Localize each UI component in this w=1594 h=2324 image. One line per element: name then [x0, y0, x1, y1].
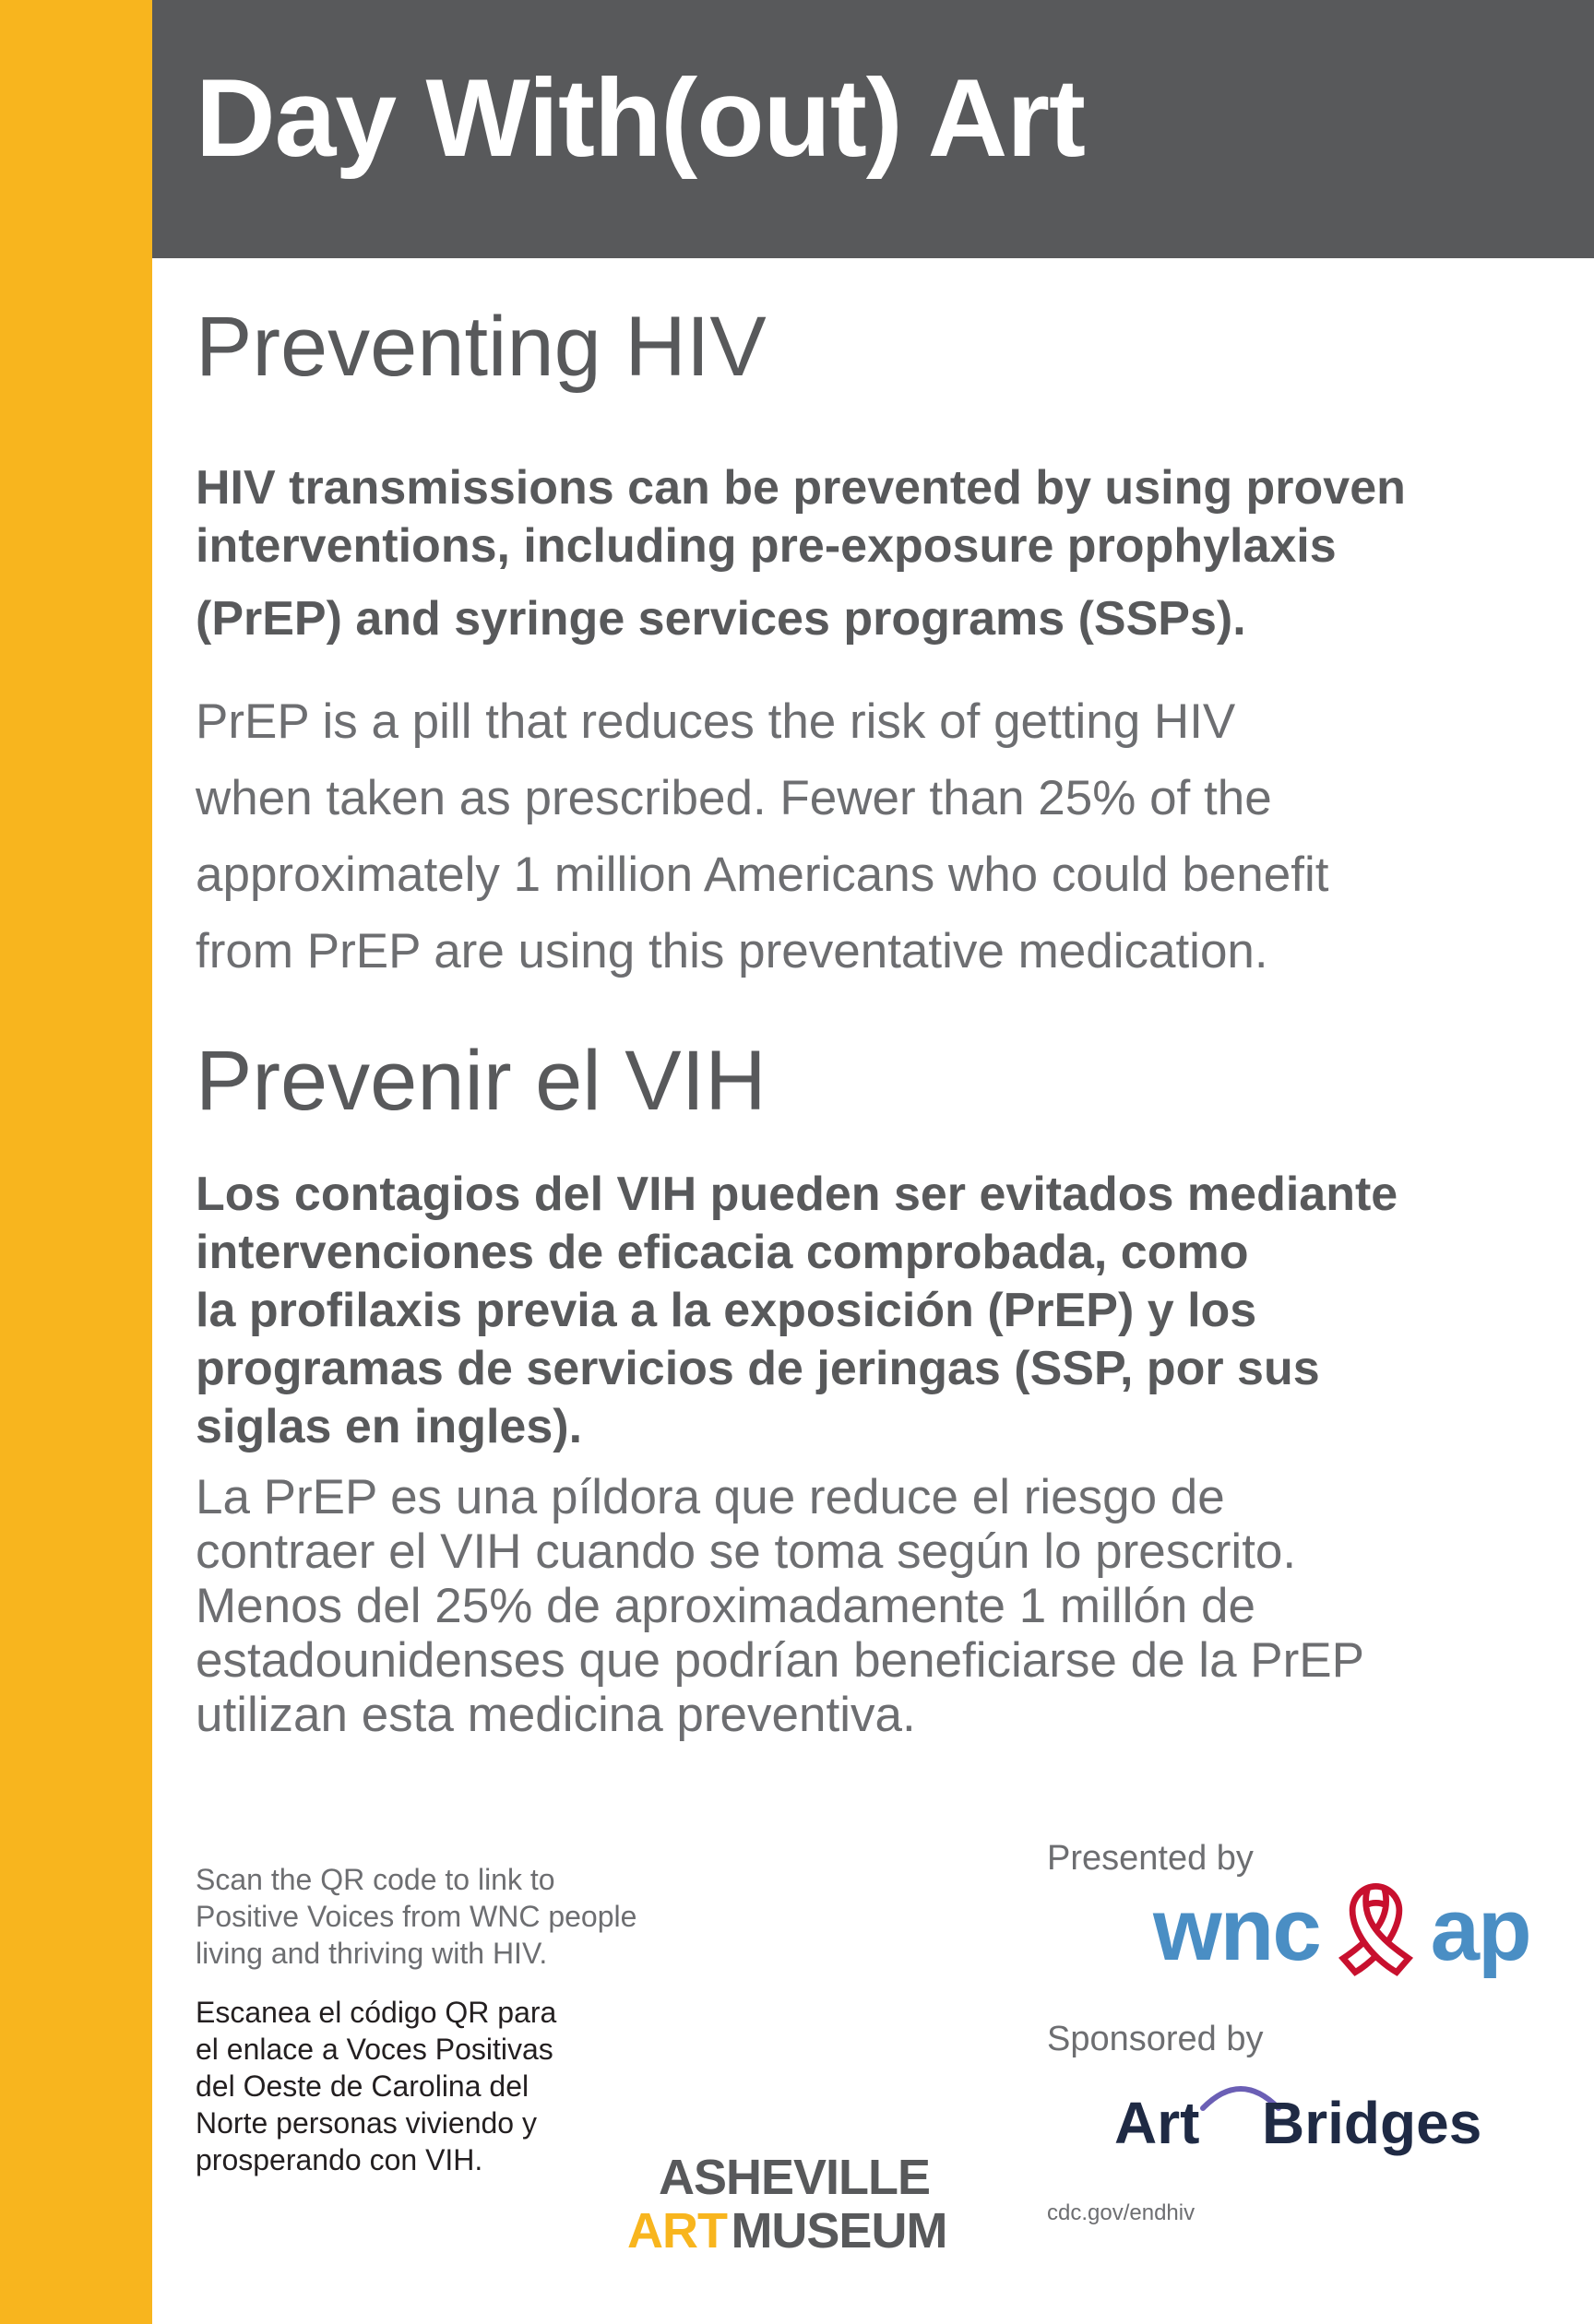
english-lead-line: (PrEP) and syringe services programs (SSPs).: [196, 592, 1246, 646]
spanish-heading: Prevenir el VIH: [196, 1034, 767, 1128]
wncap-logo-text: p: [1477, 1880, 1530, 1979]
spanish-body-line: contraer el VIH cuando se toma según lo prescrito.: [196, 1524, 1297, 1579]
qr-note-line: Positive Voices from WNC people: [196, 1900, 637, 1933]
spanish-lead-line: Los contagios del VIH pueden ser evitados mediante: [196, 1168, 1398, 1221]
spanish-lead-line: intervenciones de eficacia comprobada, como: [196, 1226, 1249, 1279]
art-bridges-word-bridges: Bridges: [1262, 2090, 1482, 2156]
english-body-line: from PrEP are using this preventative medication.: [196, 924, 1268, 978]
qr-note-english: [196, 1861, 712, 1972]
spanish-body-line: utilizan esta medicina preventiva.: [196, 1688, 916, 1742]
aam-logo-word-art: ART: [627, 2203, 727, 2259]
english-body: [196, 683, 1552, 990]
english-body-line: when taken as prescribed. Fewer than 25% of the: [196, 771, 1272, 825]
qr-note-line: living and thriving with HIV.: [196, 1937, 548, 1970]
spanish-lead: [196, 1166, 1552, 1456]
ribbon-icon: 🎗︎: [1319, 1880, 1431, 1979]
left-accent-bar: [0, 0, 152, 2324]
spanish-lead-line: la profilaxis previa a la exposición (PrEP) y los: [196, 1284, 1257, 1337]
spanish-lead-line: siglas en ingles).: [196, 1400, 583, 1453]
presented-by-label: Presented by: [1047, 1839, 1254, 1878]
qr-note-spanish: [196, 1994, 620, 2178]
wncap-logo: [1153, 1880, 1530, 1979]
aam-logo-line: [627, 2203, 947, 2259]
english-body-line: PrEP is a pill that reduces the risk of getting HIV: [196, 694, 1236, 749]
page-title: Day With(out) Art: [196, 56, 1085, 180]
aam-logo-word-museum: MUSEUM: [731, 2203, 947, 2259]
spanish-body: [196, 1470, 1552, 1742]
english-lead: [196, 459, 1552, 648]
qr-note-line: Norte personas viviendo y: [196, 2106, 537, 2140]
sponsored-by-label: Sponsored by: [1047, 2020, 1264, 2058]
wncap-logo-text: wnc: [1153, 1880, 1320, 1979]
qr-note-line: el enlace a Voces Positivas: [196, 2033, 553, 2066]
english-heading: Preventing HIV: [196, 300, 767, 394]
aam-logo-line: ASHEVILLE: [659, 2150, 931, 2205]
art-bridges-word-art: Art: [1114, 2090, 1200, 2156]
qr-note-line: Escanea el código QR para: [196, 1996, 557, 2029]
art-bridges-logo: [1114, 2075, 1483, 2176]
spanish-body-line: Menos del 25% de aproximadamente 1 millón de: [196, 1579, 1255, 1633]
qr-note-line: Scan the QR code to link to: [196, 1863, 555, 1896]
wncap-logo-text: a: [1430, 1880, 1478, 1979]
qr-note-line: del Oeste de Carolina del: [196, 2069, 529, 2103]
english-lead-line: HIV transmissions can be prevented by using proven: [196, 461, 1406, 515]
asheville-art-museum-logo: [627, 2150, 947, 2259]
cdc-url: cdc.gov/endhiv: [1047, 2200, 1196, 2225]
qr-note-line: prosperando con VIH.: [196, 2143, 483, 2176]
spanish-body-line: estadounidenses que podrían beneficiarse de la PrEP: [196, 1633, 1364, 1688]
english-body-line: approximately 1 million Americans who could benefit: [196, 848, 1329, 902]
spanish-body-line: La PrEP es una píldora que reduce el riesgo de: [196, 1470, 1225, 1524]
spanish-lead-line: programas de servicios de jeringas (SSP, por sus: [196, 1342, 1320, 1395]
english-lead-line: interventions, including pre-exposure prophylaxis: [196, 519, 1337, 573]
